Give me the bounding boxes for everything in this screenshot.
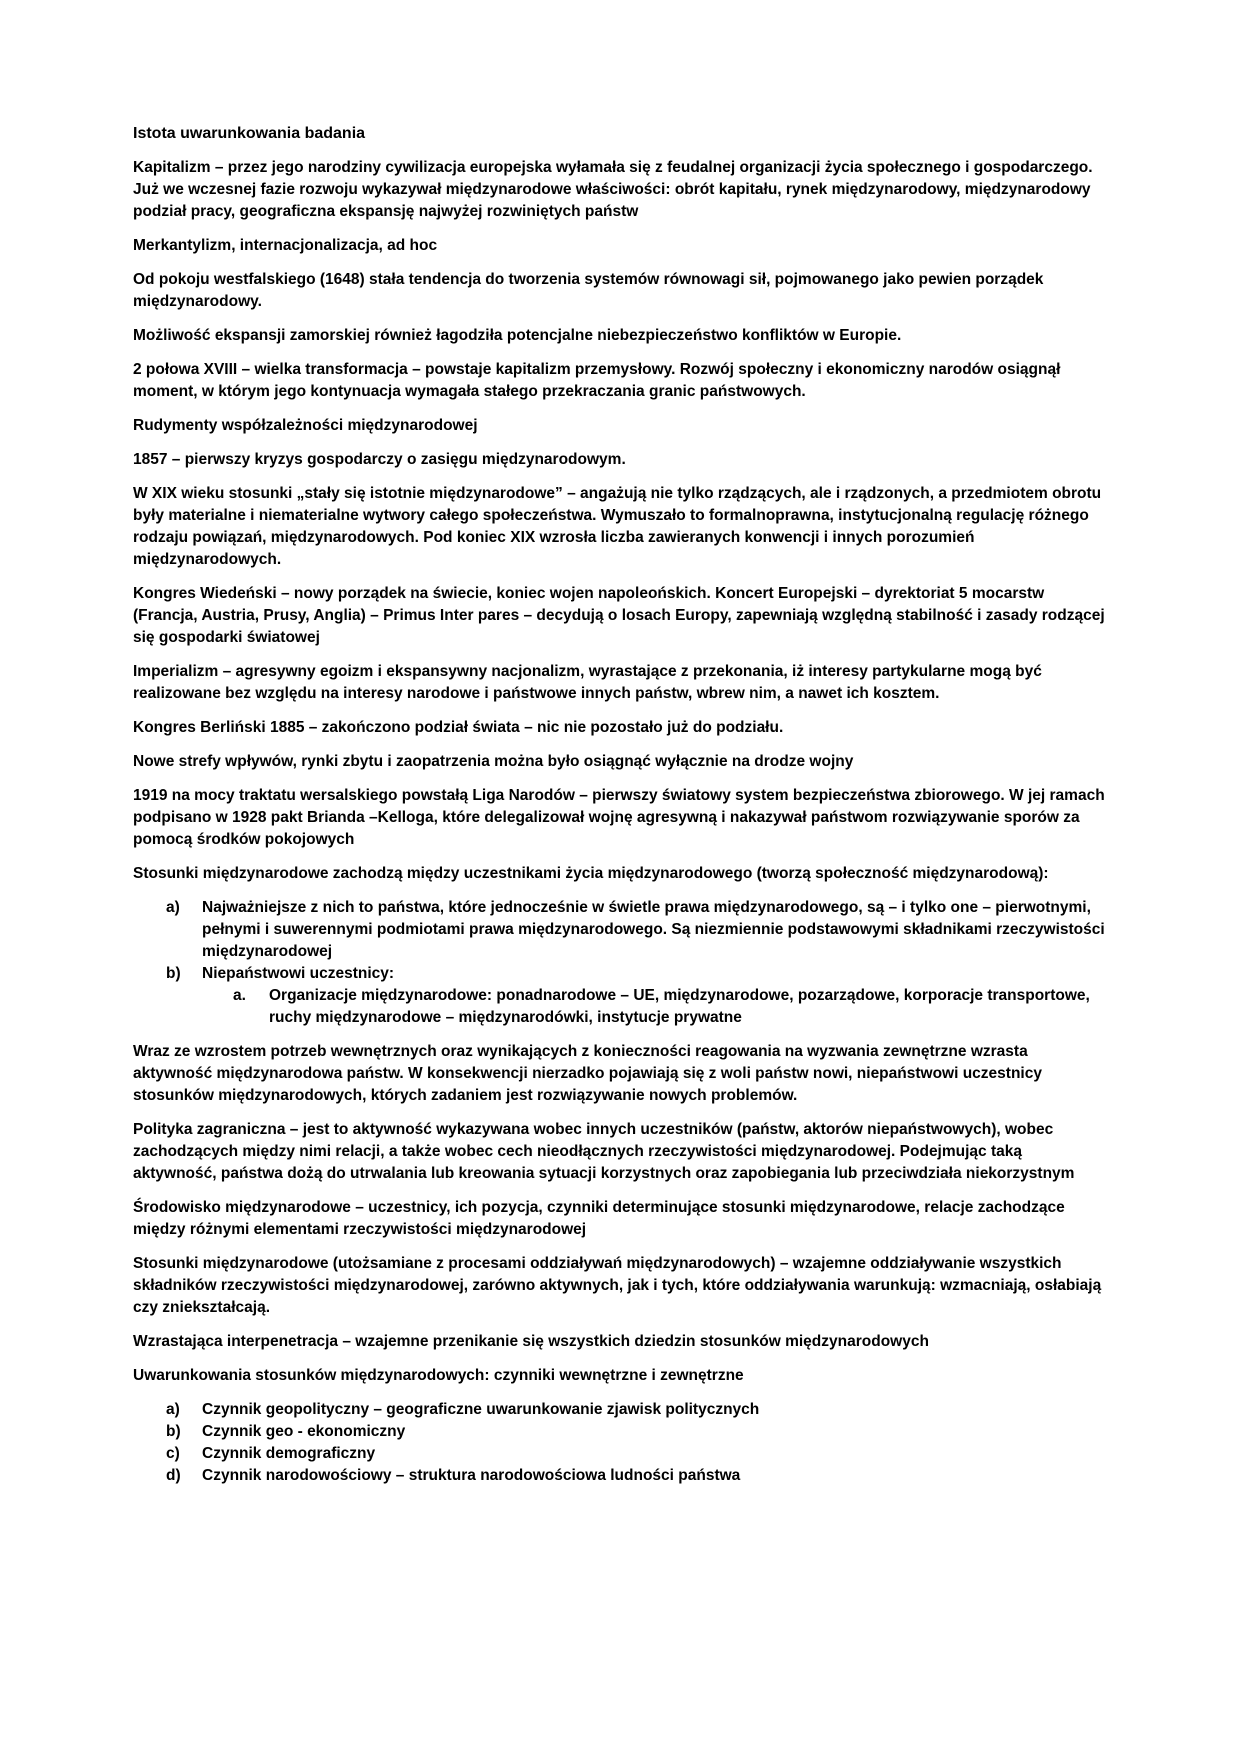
list-item-label: a) <box>166 1401 180 1418</box>
list-item-text: Czynnik narodowościowy – struktura narodowościowa ludności państwa <box>202 1467 741 1484</box>
document-title: Istota uwarunkowania badania <box>133 125 366 142</box>
paragraph-pokoj-westfalski: Od pokoju westfalskiego (1648) stała tendencja do tworzenia systemów równowagi sił, pojmowanego jako pewien porządek międzynarodowy. <box>133 271 1044 310</box>
paragraph-liga-narodow: 1919 na mocy traktatu wersalskiego powstałą Liga Narodów – pierwszy światowy system bezpieczeństwa zbiorowego. W jej ramach podpisano w 1928 pakt Brianda –Kelloga, które delegalizował wojnę agresywną i nakazywał państwom rozwiązywanie sporów za pomocą środków pokojowych <box>133 787 1105 848</box>
paragraph-wzrost-potrzeb: Wraz ze wzrostem potrzeb wewnętrznych oraz wynikających z konieczności reagowania na wyzwania zewnętrzne wzrasta aktywność międzynarodowa państw. W konsekwencji nierzadko pojawiają się z woli państw nowi, niepaństwowi uczestnicy stosunków międzynarodowych, których zadaniem jest rozwiązywanie nowych problemów. <box>133 1043 1042 1104</box>
paragraph-xix-wiek: W XIX wieku stosunki „stały się istotnie międzynarodowe” – angażują nie tylko rządzących, ale i rządzonych, a przedmiotem obrotu były materialne i niematerialne wytwory całego społeczeństwa. Wymuszało to formalnoprawna, instytucjonalną regulację różnego rodzaju powiązań, międzynarodowych. Pod koniec XIX wzrosła liczba zawieranych konwencji i innych porozumień międzynarodowych. <box>133 485 1102 568</box>
factors-list <box>133 1399 1107 1487</box>
list-item <box>133 1465 1107 1487</box>
paragraph-imperializm: Imperializm – agresywny egoizm i ekspansywny nacjonalizm, wyrastające z przekonania, iż interesy partykularne mogą być realizowane bez względu na interesy narodowe i państwowe innych państw, wbrew nim, a nawet ich kosztem. <box>133 663 1042 702</box>
participants-list <box>133 897 1107 1029</box>
paragraph-polityka-zagraniczna: Polityka zagraniczna – jest to aktywność wykazywana wobec innych uczestników (państw, aktorów niepaństwowych), wobec zachodzących między nimi relacji, a także wobec cech nieodłącznych rzeczywistości międzynarodowej. Podejmując taką aktywność, państwa dożą do utrwalania lub kreowania sytuacji korzystnych oraz zapobiegania lub przeciwdziała niekorzystnym <box>133 1121 1075 1182</box>
list-item <box>133 897 1107 963</box>
list-item-label: b) <box>166 965 181 982</box>
paragraph-uwarunkowania: Uwarunkowania stosunków międzynarodowych: czynniki wewnętrzne i zewnętrzne <box>133 1367 744 1384</box>
list-item-text: Czynnik geopolityczny – geograficzne uwarunkowanie zjawisk politycznych <box>202 1401 760 1418</box>
list-item <box>133 1421 1107 1443</box>
list-item <box>133 1443 1107 1465</box>
list-item <box>133 1399 1107 1421</box>
list-item <box>133 963 1107 985</box>
paragraph-ekspansja-zamorska: Możliwość ekspansji zamorskiej również łagodziła potencjalne niebezpieczeństwo konfliktów w Europie. <box>133 327 902 344</box>
paragraph-srodowisko: Środowisko międzynarodowe – uczestnicy, ich pozycja, czynniki determinujące stosunki międzynarodowe, relacje zachodzące między różnymi elementami rzeczywistości międzynarodowej <box>133 1199 1065 1238</box>
paragraph-merkantylizm: Merkantylizm, internacjonalizacja, ad hoc <box>133 237 438 254</box>
list-item-text: Czynnik geo - ekonomiczny <box>202 1423 406 1440</box>
paragraph-kongres-berlinski: Kongres Berliński 1885 – zakończono podział świata – nic nie pozostało już do podziału. <box>133 719 784 736</box>
list-item-text: Czynnik demograficzny <box>202 1445 376 1462</box>
list-item-text: Organizacje międzynarodowe: ponadnarodowe – UE, międzynarodowe, pozarządowe, korporacje transportowe, ruchy międzynarodowe – międzynarodówki, instytucje prywatne <box>269 987 1090 1026</box>
paragraph-kongres-wiedenski: Kongres Wiedeński – nowy porządek na świecie, koniec wojen napoleońskich. Koncert Europejski – dyrektoriat 5 mocarstw (Francja, Austria, Prusy, Anglia) – Primus Inter pares – decydują o losach Europy, zapewniają względną stabilność i zasady rodzącej się gospodarki światowej <box>133 585 1105 646</box>
list-item-label: c) <box>166 1445 180 1462</box>
list-item-label: b) <box>166 1423 181 1440</box>
paragraph-stosunki-uczestnicy: Stosunki międzynarodowe zachodzą między uczestnikami życia międzynarodowego (tworzą społeczność międzynarodową): <box>133 865 1049 882</box>
list-item-text: Najważniejsze z nich to państwa, które jednocześnie w świetle prawa międzynarodowego, są – i tylko one – pierwotnymi, pełnymi i suwerennymi podmiotami prawa międzynarodowego. Są niezmiennie podstawowymi składnikami rzeczywistości międzynarodowej <box>202 899 1105 960</box>
list-item-text: Niepaństwowi uczestnicy: <box>202 965 395 982</box>
paragraph-kryzys-1857: 1857 – pierwszy kryzys gospodarczy o zasięgu międzynarodowym. <box>133 451 626 468</box>
paragraph-interpenetracja: Wzrastająca interpenetracja – wzajemne przenikanie się wszystkich dziedzin stosunków międzynarodowych <box>133 1333 929 1350</box>
paragraph-nowe-strefy: Nowe strefy wpływów, rynki zbytu i zaopatrzenia można było osiągnąć wyłącznie na drodze wojny <box>133 753 854 770</box>
list-item-label: a) <box>166 899 180 916</box>
list-item-label: a. <box>233 987 246 1004</box>
paragraph-kapitalizm: Kapitalizm – przez jego narodziny cywilizacja europejska wyłamała się z feudalnej organizacji życia społecznego i gospodarczego. Już we wczesnej fazie rozwoju wykazywał międzynarodowe właściwości: obrót kapitału, rynek międzynarodowy, międzynarodowy podział pracy, geograficzna ekspansję najwyżej rozwiniętych państw <box>133 159 1093 220</box>
paragraph-stosunki-oddzialywania: Stosunki międzynarodowe (utożsamiane z procesami oddziaływań międzynarodowych) – wzajemne oddziaływanie wszystkich składników rzeczywistości międzynarodowej, zarówno aktywnych, jak i tych, które oddziaływania warunkują: wzmacniają, osłabiają czy zniekształcają. <box>133 1255 1102 1316</box>
paragraph-wielka-transformacja: 2 połowa XVIII – wielka transformacja – powstaje kapitalizm przemysłowy. Rozwój społeczny i ekonomiczny narodów osiągnął moment, w którym jego kontynuacja wymagała stałego przekraczania granic państwowych. <box>133 361 1061 400</box>
paragraph-rudymenty: Rudymenty współzależności międzynarodowej <box>133 417 478 434</box>
list-item-nested <box>133 985 1107 1029</box>
list-item-label: d) <box>166 1467 181 1484</box>
